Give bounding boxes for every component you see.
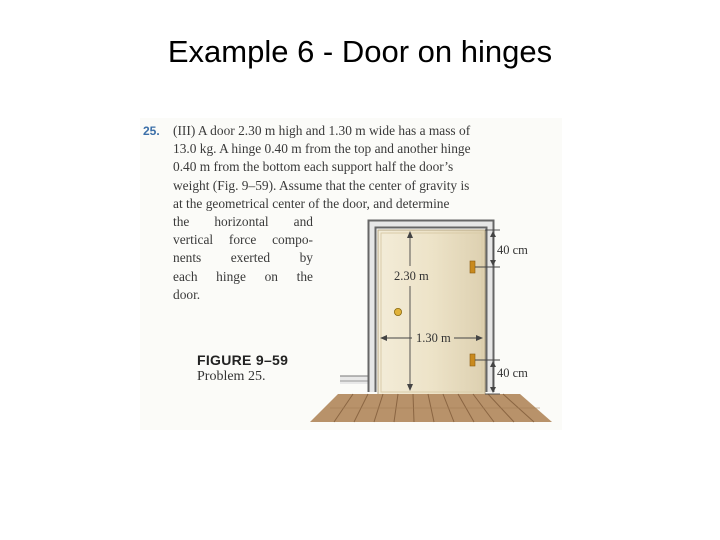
problem-line-6: the horizontal and xyxy=(173,214,313,230)
dim-label-height: 2.30 m xyxy=(394,269,429,283)
problem-line-3: 0.40 m from the bottom each support half the door’s xyxy=(173,159,454,175)
figure-caption xyxy=(197,352,288,385)
problem-line-5: at the geometrical center of the door, and determine xyxy=(173,195,450,211)
problem-line-2: 13.0 kg. A hinge 0.40 m from the top and another hinge xyxy=(173,141,471,157)
problem-line-10: door. xyxy=(173,286,201,302)
problem-line-7: vertical force compo- xyxy=(173,232,313,248)
figure-label: FIGURE 9–59 xyxy=(197,352,289,368)
dim-label-top: 40 cm xyxy=(497,243,528,257)
problem-line-1: (III) A door 2.30 m high and 1.30 m wide has a mass of xyxy=(173,123,471,138)
bottom-hinge xyxy=(470,354,475,366)
problem-line-8: nents exerted by xyxy=(173,250,313,266)
door-knob xyxy=(394,308,401,315)
slide-title: Example 6 - Door on hinges xyxy=(167,34,553,69)
figure-subcaption: Problem 25. xyxy=(197,369,266,384)
problem-number: 25. xyxy=(143,124,160,138)
problem-line-9: each hinge on the xyxy=(173,268,313,284)
problem-line-4: weight (Fig. 9–59). Assume that the center of gravity is xyxy=(173,177,470,193)
dim-label-bottom: 40 cm xyxy=(497,366,528,380)
wood-floor xyxy=(310,394,552,422)
textbook-scan xyxy=(140,118,562,430)
dim-label-width: 1.30 m xyxy=(416,331,451,345)
